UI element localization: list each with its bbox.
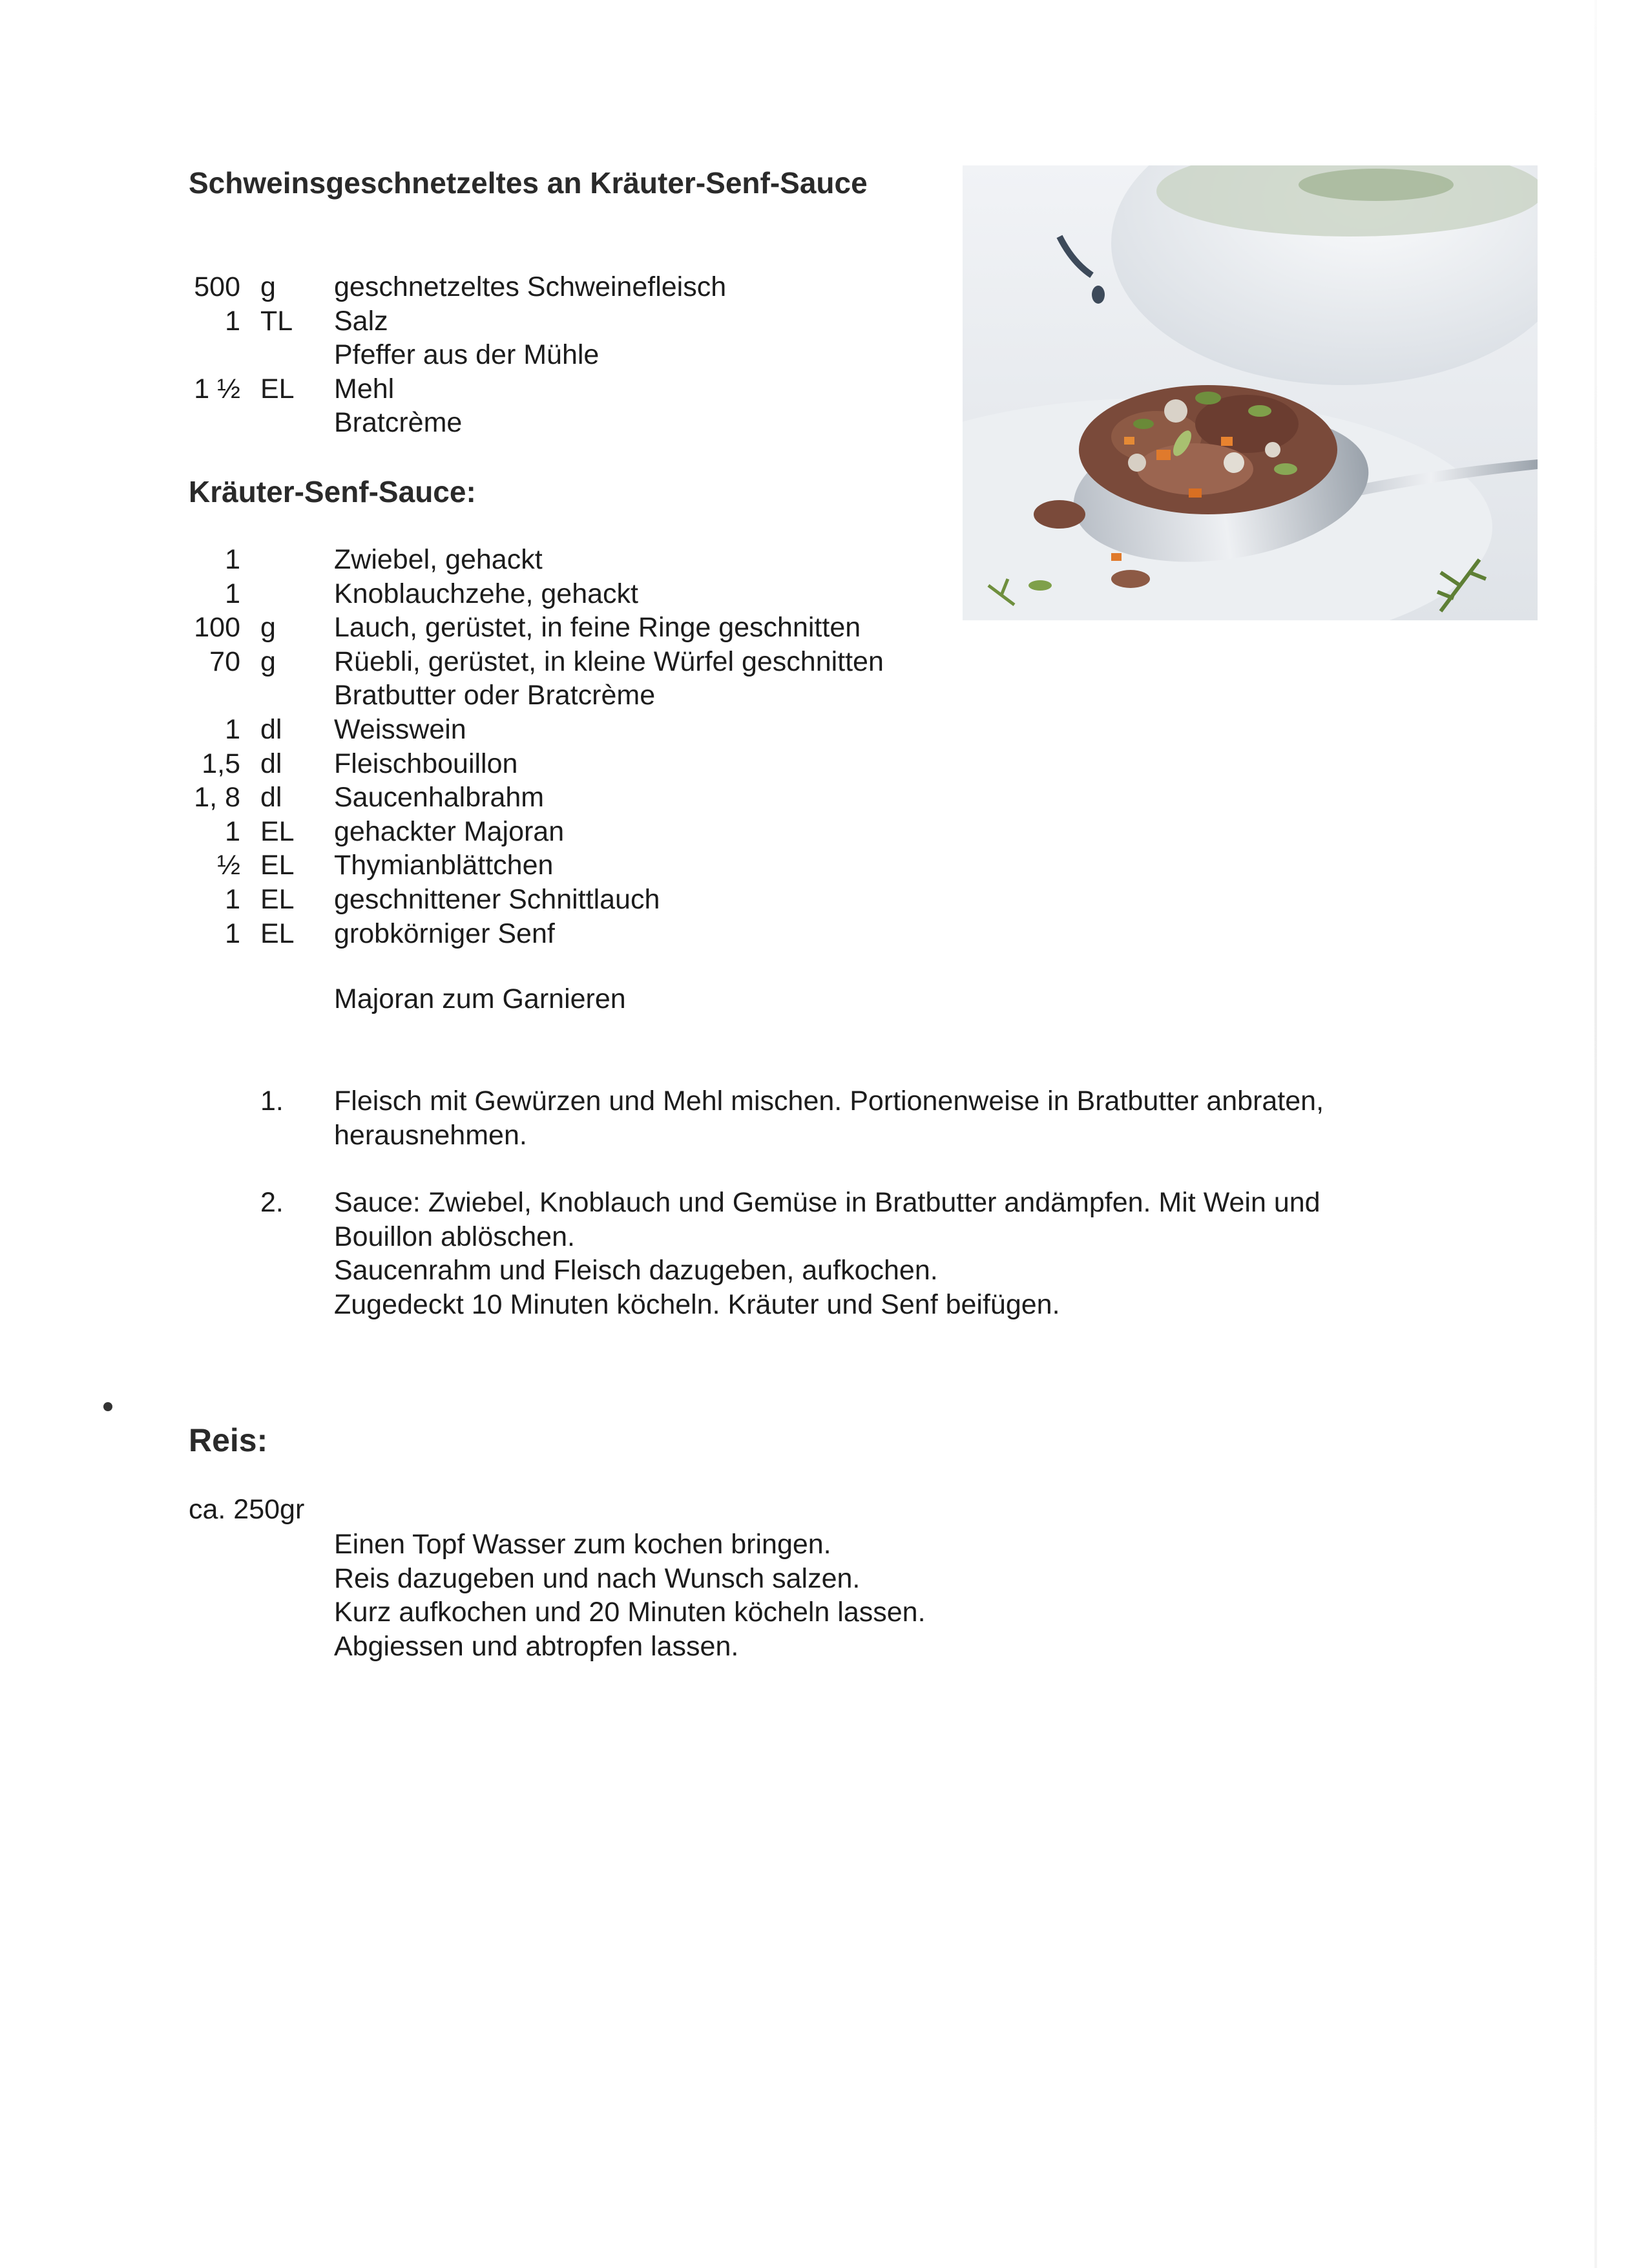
ingredient-row: [0, 306, 937, 340]
ingredient-unit: TL: [260, 305, 293, 337]
ingredient-name: Knoblauchzehe, gehackt: [334, 578, 638, 609]
ingredient-qty: 1: [225, 305, 240, 337]
ingredient-unit: EL: [260, 918, 295, 949]
step-line: Sauce: Zwiebel, Knoblauch und Gemüse in Bratbutter andämpfen. Mit Wein und: [334, 1187, 1321, 1219]
ingredient-row: [0, 680, 937, 714]
ingredient-qty: 1 ½: [194, 373, 240, 404]
ingredient-name: Zwiebel, gehackt: [334, 544, 543, 575]
ingredient-row: [0, 339, 937, 373]
ingredient-qty: ½: [217, 850, 240, 881]
ingredient-unit: dl: [260, 782, 282, 814]
step-item: [0, 1187, 1445, 1323]
step-number: 1.: [260, 1086, 284, 1117]
page-edge: [1594, 0, 1597, 2268]
ingredient-row: [0, 884, 937, 918]
step-text: [334, 1086, 1445, 1153]
ingredient-unit: EL: [260, 883, 295, 915]
ingredient-qty: 1: [225, 713, 240, 745]
reis-line: Kurz aufkochen und 20 Minuten köcheln lassen.: [334, 1597, 926, 1628]
step-line: Zugedeckt 10 Minuten köcheln. Kräuter und Senf beifügen.: [334, 1288, 1060, 1320]
ingredient-row: [0, 271, 937, 306]
ingredient-name: Lauch, gerüstet, in feine Ringe geschnitten: [334, 612, 861, 644]
ingredient-unit: EL: [260, 815, 295, 847]
ingredient-name: Weisswein: [334, 713, 466, 745]
ingredient-name: Thymianblättchen: [334, 850, 554, 881]
ingredient-name: Saucenhalbrahm: [334, 782, 545, 814]
ingredient-qty: 100: [194, 612, 240, 644]
reis-line: Abgiessen und abtropfen lassen.: [334, 1630, 739, 1662]
ingredient-qty: 1: [225, 883, 240, 915]
ingredient-row: [0, 646, 937, 680]
ingredient-qty: 1: [225, 544, 240, 575]
main-ingredient-list: [0, 271, 937, 441]
ingredient-row: [0, 850, 937, 884]
ingredient-unit: g: [260, 612, 276, 644]
ingredient-row: [0, 714, 937, 748]
ingredient-name: Bratbutter oder Bratcrème: [334, 680, 656, 711]
reis-line: Einen Topf Wasser zum kochen bringen.: [334, 1529, 831, 1560]
reis-line: Reis dazugeben und nach Wunsch salzen.: [334, 1562, 861, 1594]
ingredient-row: [0, 407, 937, 441]
ingredient-name: Salz: [334, 305, 388, 337]
ingredient-qty: 1: [225, 815, 240, 847]
ingredient-row: [0, 748, 937, 782]
step-line: Saucenrahm und Fleisch dazugeben, aufkochen.: [334, 1255, 938, 1286]
ingredient-name: geschnittener Schnittlauch: [334, 883, 660, 915]
sauce-heading: Kräuter-Senf-Sauce:: [189, 475, 476, 509]
ingredient-row: [0, 578, 937, 613]
ingredient-name: geschnetzeltes Schweinefleisch: [334, 271, 727, 302]
ingredient-qty: 1: [225, 578, 240, 609]
instruction-steps: [0, 1086, 1445, 1357]
ingredient-name: Rüebli, gerüstet, in kleine Würfel geschnitten: [334, 646, 884, 677]
ingredient-qty: 500: [194, 271, 240, 302]
step-line: Fleisch mit Gewürzen und Mehl mischen. Portionenweise in Bratbutter anbraten,: [334, 1086, 1324, 1117]
ingredient-row: [0, 816, 937, 850]
ingredient-unit: EL: [260, 850, 295, 881]
reis-quantity: ca. 250gr: [189, 1494, 305, 1525]
step-line: herausnehmen.: [334, 1119, 527, 1151]
reis-instructions: [334, 1529, 926, 1664]
ingredient-row: [0, 918, 937, 952]
ingredient-unit: dl: [260, 748, 282, 779]
step-number: 2.: [260, 1187, 284, 1219]
recipe-title: Schweinsgeschnetzeltes an Kräuter-Senf-Sauce: [189, 166, 868, 200]
food-photo: [963, 165, 1538, 620]
ingredient-unit: g: [260, 646, 276, 677]
ingredient-unit: dl: [260, 713, 282, 745]
ingredient-row: [0, 544, 937, 578]
ingredient-name: gehackter Majoran: [334, 815, 565, 847]
garnish-note: Majoran zum Garnieren: [334, 983, 626, 1014]
step-text: [334, 1187, 1445, 1323]
food-photo-illustration: [963, 165, 1538, 620]
ingredient-qty: 1, 8: [194, 782, 240, 814]
step-item: [0, 1086, 1445, 1153]
sauce-ingredient-list: [0, 544, 937, 952]
ingredient-qty: 70: [209, 646, 240, 677]
ingredient-name: Pfeffer aus der Mühle: [334, 339, 600, 371]
ingredient-name: Mehl: [334, 373, 395, 404]
ingredient-name: grobkörniger Senf: [334, 918, 555, 949]
ingredient-row: [0, 612, 937, 646]
ingredient-unit: EL: [260, 373, 295, 404]
ingredient-unit: g: [260, 271, 276, 302]
ingredient-row: [0, 782, 937, 816]
reis-heading: Reis:: [189, 1422, 268, 1458]
ingredient-name: Fleischbouillon: [334, 748, 518, 779]
ingredient-qty: 1: [225, 918, 240, 949]
bullet-speck: [103, 1402, 112, 1411]
step-line: Bouillon ablöschen.: [334, 1221, 575, 1252]
ingredient-row: [0, 373, 937, 408]
ingredient-name: Bratcrème: [334, 407, 463, 439]
ingredient-qty: 1,5: [202, 748, 240, 779]
